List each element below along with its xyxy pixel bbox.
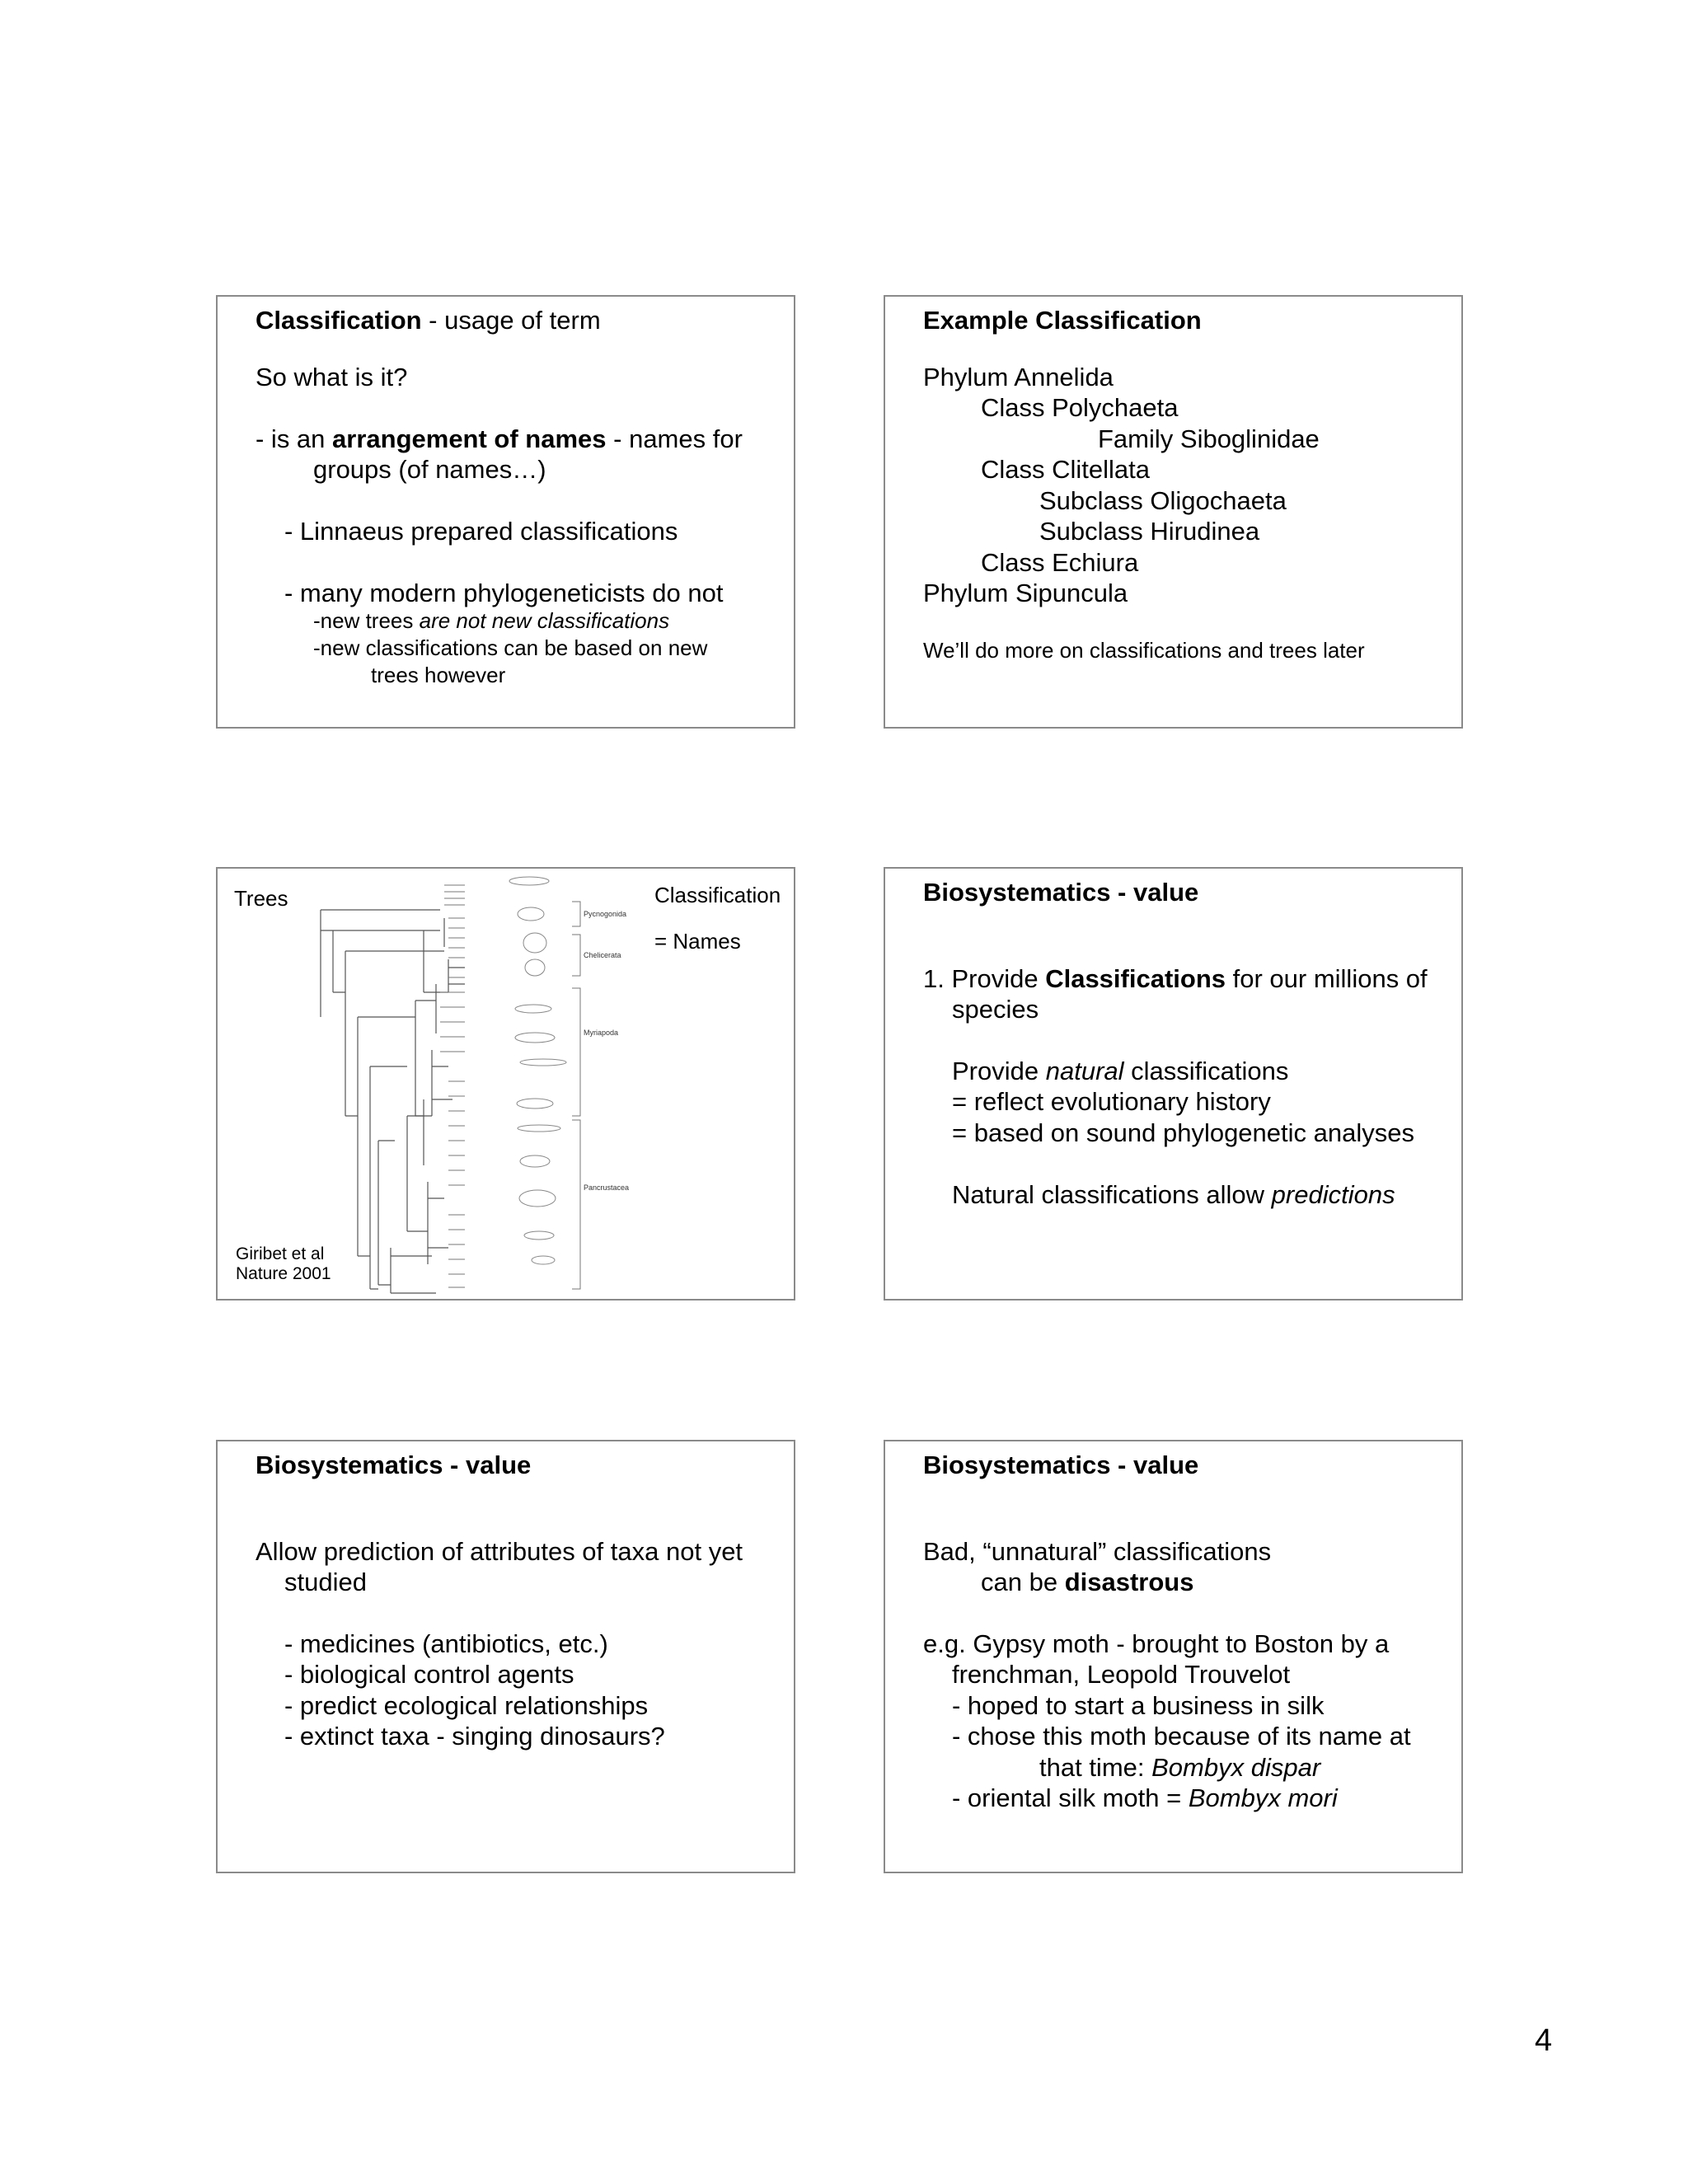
slide-classification-usage	[216, 295, 795, 729]
slide-title: Example Classification	[923, 306, 1202, 335]
taxon-line: Class Echiura	[981, 548, 1139, 577]
text-italic: Bombyx dispar	[1151, 1753, 1321, 1782]
sub-bullet-classifications: -new classifications can be based on new	[313, 635, 708, 660]
point-disastrous	[981, 1567, 1193, 1597]
text-bold: Classifications	[1045, 964, 1226, 993]
tree-branches	[321, 910, 465, 1293]
text-pre: Natural classifications allow	[952, 1180, 1272, 1209]
bullet-item: - predict ecological relationships	[284, 1691, 649, 1720]
citation-line: Giribet et al	[236, 1244, 325, 1263]
bullet-item: - medicines (antibiotics, etc.)	[284, 1629, 608, 1658]
slide-example-classification	[884, 295, 1463, 729]
text-italic: Bombyx mori	[1188, 1783, 1338, 1812]
phylogenetic-tree-figure	[218, 869, 797, 1302]
bullet-linnaeus: - Linnaeus prepared classifications	[284, 517, 678, 546]
bullet-item: - extinct taxa - singing dinosaurs?	[284, 1722, 665, 1750]
taxon-line: Phylum Annelida	[923, 363, 1114, 391]
classification-label: Classification	[654, 883, 781, 907]
point-prediction: Allow prediction of attributes of taxa not yet	[256, 1537, 743, 1566]
text-bold: disastrous	[1064, 1568, 1194, 1596]
taxon-line: Class Clitellata	[981, 455, 1151, 484]
taxon-line: Phylum Sipuncula	[923, 579, 1128, 607]
title-rest: - usage of term	[421, 306, 601, 335]
group-label: Chelicerata	[584, 951, 621, 959]
text-pre: Provide	[952, 1057, 1046, 1085]
bullet-arrangement	[256, 424, 743, 454]
page-number: 4	[1535, 2023, 1553, 2058]
point-classifications	[923, 963, 1428, 994]
names-label: = Names	[654, 929, 741, 954]
group-brackets	[572, 902, 580, 1289]
point-gypsy-moth-cont: frenchman, Leopold Trouvelot	[952, 1660, 1291, 1689]
point-classifications-cont: species	[952, 995, 1039, 1024]
text-italic: are not new classifications	[419, 608, 670, 633]
text-italic: predictions	[1271, 1180, 1395, 1209]
arthropod-illustrations	[509, 877, 566, 1264]
point-natural	[952, 1056, 1288, 1086]
sub-bullet-classifications-cont: trees however	[371, 663, 506, 687]
taxon-line: Class Polychaeta	[981, 393, 1179, 422]
slide-biosystematics-value-2	[216, 1440, 795, 1873]
slide-biosystematics-value-1	[884, 867, 1463, 1301]
text-bold: arrangement of names	[332, 424, 607, 453]
bullet-item: - biological control agents	[284, 1660, 574, 1689]
taxon-line: Subclass Hirudinea	[1039, 517, 1260, 546]
text-post: classifications	[1123, 1057, 1289, 1085]
slide-title	[256, 305, 601, 335]
point-predictions	[952, 1179, 1395, 1210]
text-pre: can be	[981, 1568, 1065, 1596]
group-label: Pancrustacea	[584, 1183, 630, 1192]
bullet-phylogeneticists: - many modern phylogeneticists do not	[284, 579, 724, 607]
point-name-choice: - chose this moth because of its name at	[952, 1722, 1411, 1750]
text-italic: natural	[1045, 1057, 1124, 1085]
slide-title: Biosystematics - value	[923, 878, 1199, 907]
text-pre: 1. Provide	[923, 964, 1046, 993]
point-name-choice-cont	[1039, 1752, 1320, 1783]
point-unnatural: Bad, “unnatural” classifications	[923, 1537, 1272, 1566]
note: We’ll do more on classifications and trees later	[923, 638, 1365, 663]
text-post: for our millions of	[1226, 964, 1428, 993]
slide-title: Biosystematics - value	[923, 1451, 1199, 1479]
trees-label: Trees	[234, 886, 288, 911]
citation-line: Nature 2001	[236, 1264, 331, 1283]
sub-bullet-trees	[313, 607, 669, 635]
question: So what is it?	[256, 363, 408, 391]
title-bold: Classification	[256, 306, 422, 335]
text-pre: - oriental silk moth =	[952, 1783, 1189, 1812]
slide-biosystematics-value-3	[884, 1440, 1463, 1873]
text-post: - names for	[606, 424, 743, 453]
text-pre: -new trees	[313, 608, 420, 633]
text-pre: that time:	[1039, 1753, 1152, 1782]
point-evolutionary: = reflect evolutionary history	[952, 1087, 1271, 1116]
group-label: Pycnogonida	[584, 910, 627, 918]
point-silk-business: - hoped to start a business in silk	[952, 1691, 1325, 1720]
slide-title: Biosystematics - value	[256, 1451, 532, 1479]
point-prediction-cont: studied	[284, 1568, 367, 1596]
point-gypsy-moth: e.g. Gypsy moth - brought to Boston by a	[923, 1629, 1390, 1658]
text-pre: - is an	[256, 424, 333, 453]
taxon-line: Subclass Oligochaeta	[1039, 486, 1287, 515]
group-label: Myriapoda	[584, 1029, 619, 1037]
slide-trees-figure	[216, 867, 795, 1301]
taxon-line: Family Siboglinidae	[1098, 424, 1320, 453]
point-silk-moth	[952, 1783, 1338, 1813]
bullet-arrangement-cont: groups (of names…)	[313, 455, 546, 484]
point-phylogenetic: = based on sound phylogenetic analyses	[952, 1118, 1414, 1147]
